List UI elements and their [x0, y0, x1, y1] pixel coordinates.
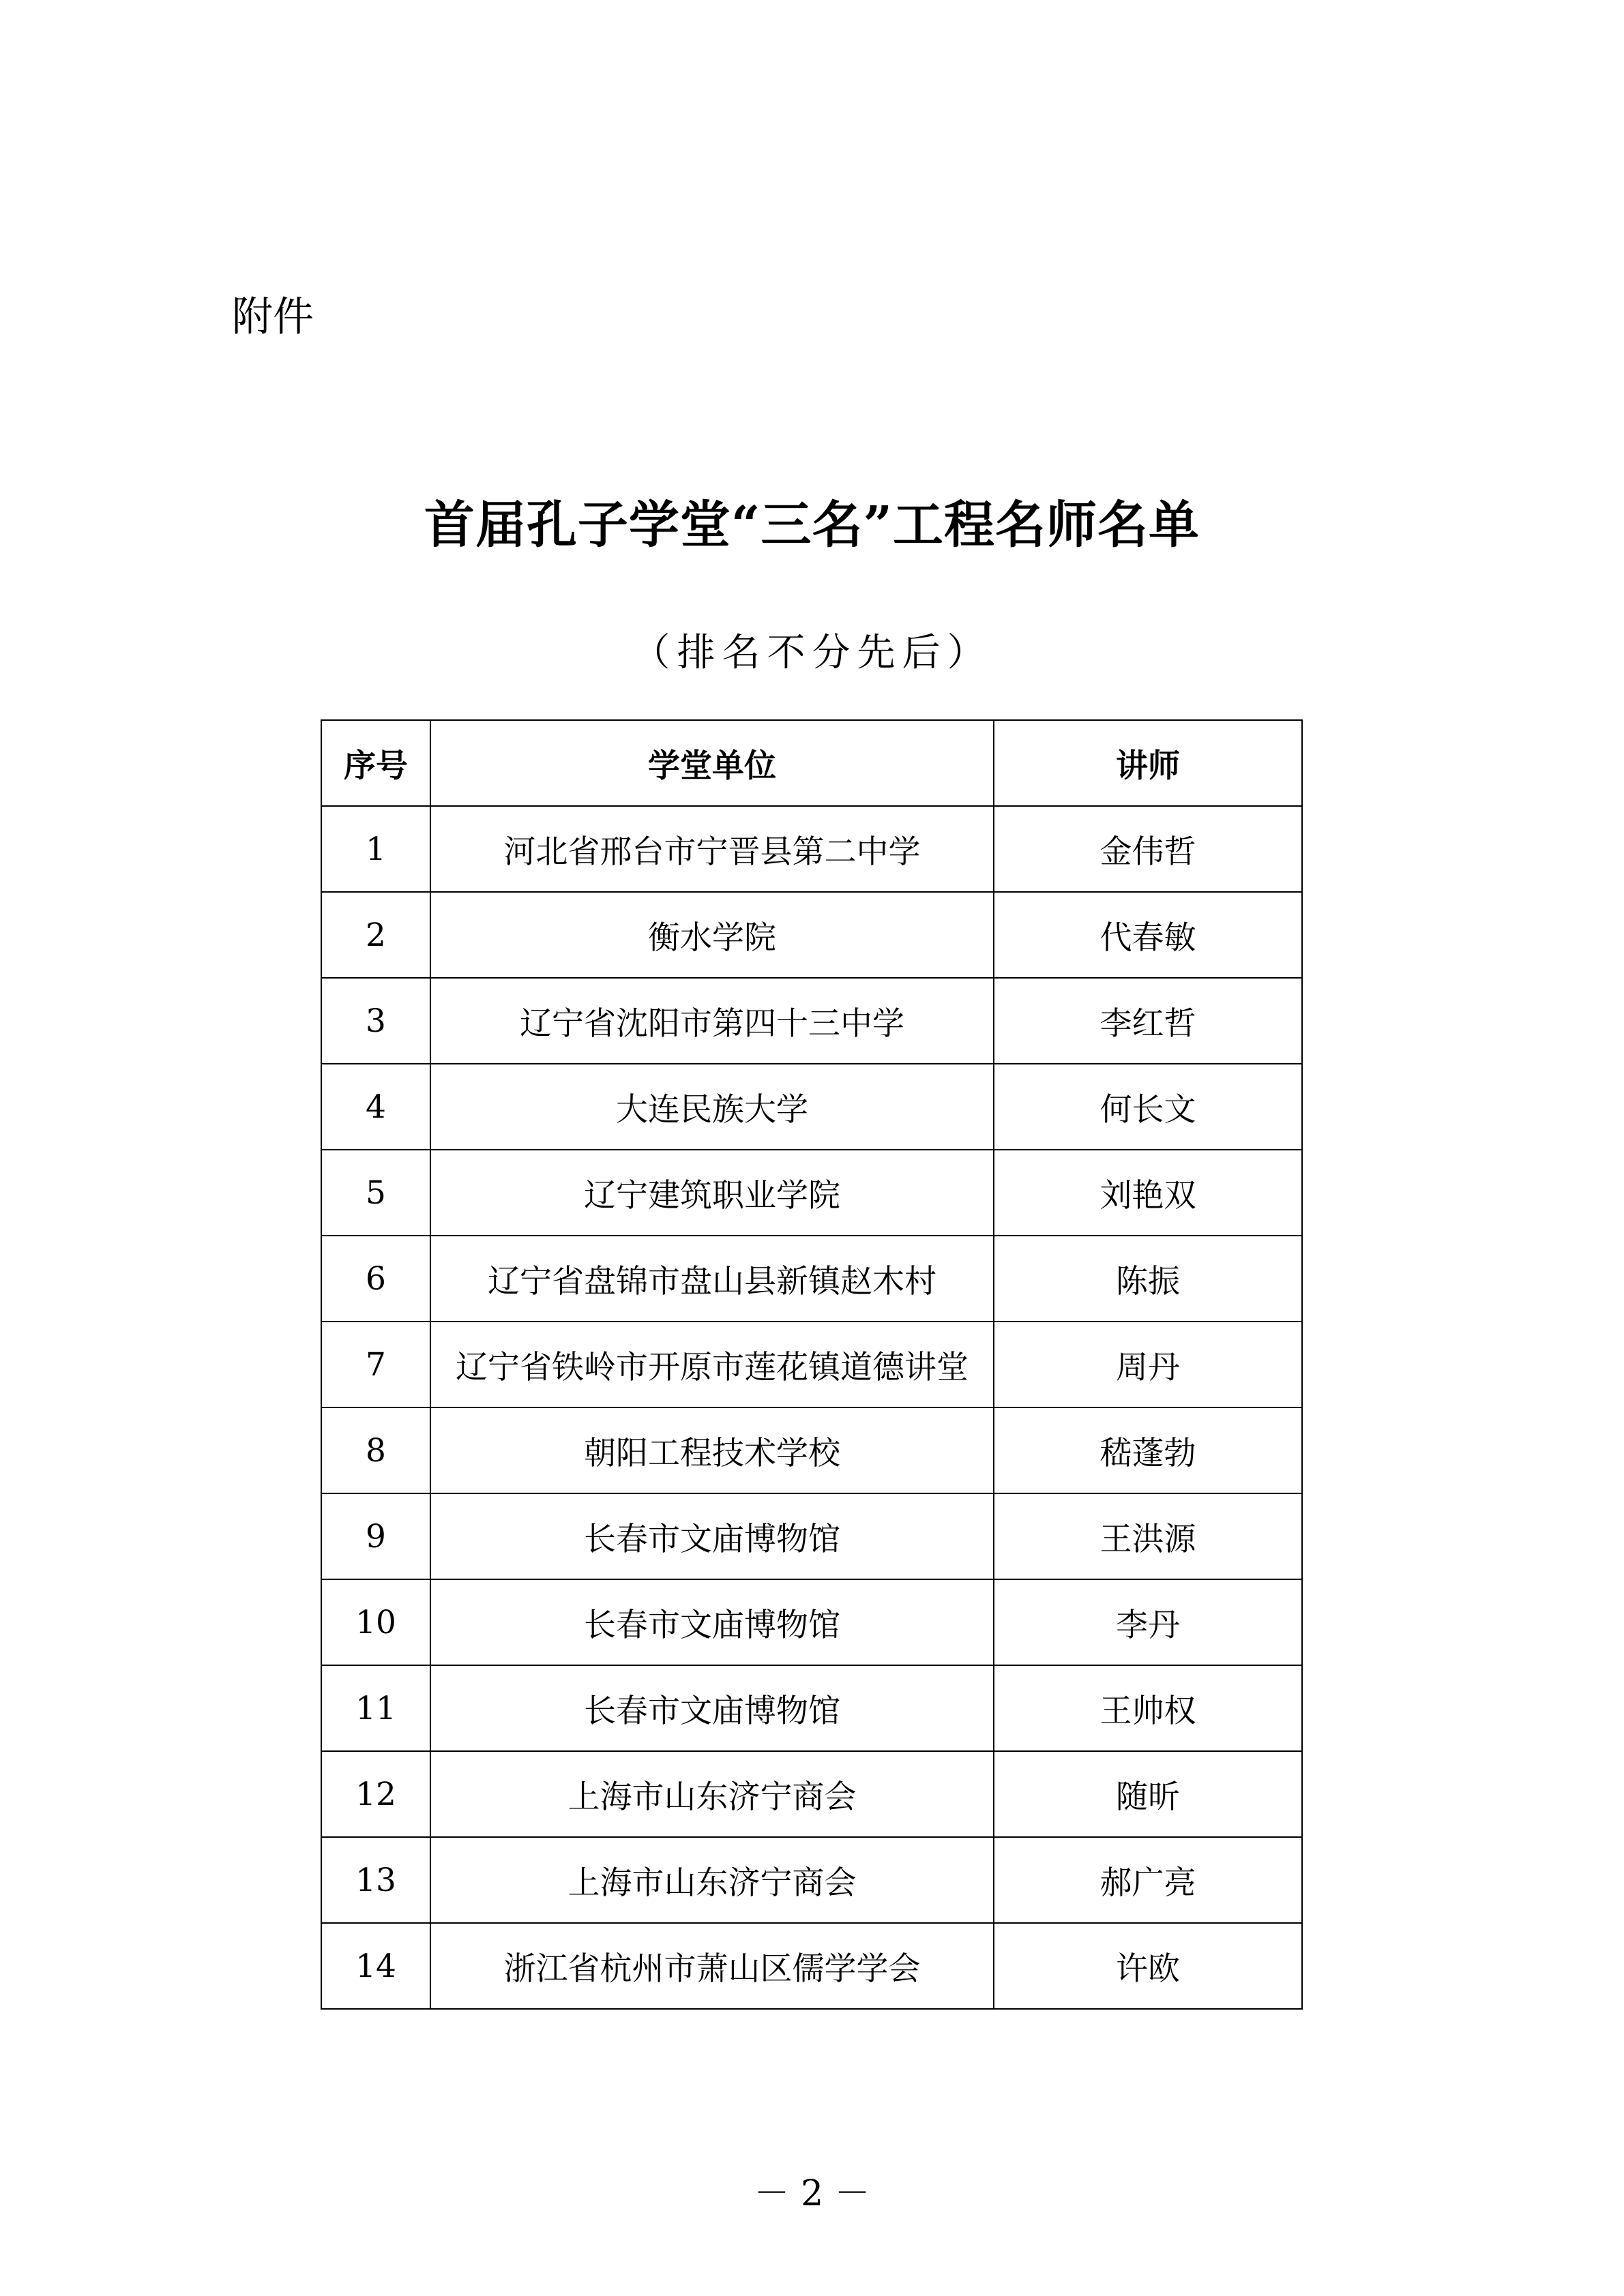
row-lecturer: 周丹 — [994, 1322, 1302, 1407]
row-lecturer: 李红哲 — [994, 978, 1302, 1064]
row-lecturer: 嵇蓬勃 — [994, 1407, 1302, 1493]
table-row — [321, 1837, 1302, 1923]
row-lecturer: 李丹 — [994, 1579, 1302, 1665]
row-index: 7 — [321, 1322, 430, 1407]
row-unit: 长春市文庙博物馆 — [430, 1493, 994, 1579]
row-lecturer: 刘艳双 — [994, 1150, 1302, 1236]
table-row — [321, 892, 1302, 978]
table-row — [321, 1493, 1302, 1579]
document-title: 首届孔子学堂“三名”工程名师名单 — [424, 496, 1200, 554]
row-unit: 长春市文庙博物馆 — [430, 1579, 994, 1665]
row-index: 2 — [321, 892, 430, 978]
row-index: 11 — [321, 1665, 430, 1751]
row-lecturer: 王帅权 — [994, 1665, 1302, 1751]
table-row — [321, 1322, 1302, 1407]
row-index: 1 — [321, 806, 430, 892]
table-row — [321, 1579, 1302, 1665]
row-unit: 上海市山东济宁商会 — [430, 1837, 994, 1923]
header-index: 序号 — [321, 720, 430, 806]
attachment-label: 附件 — [232, 293, 314, 341]
page-number: － 2 － — [754, 2173, 870, 2214]
row-index: 4 — [321, 1064, 430, 1150]
header-lecturer: 讲师 — [994, 720, 1302, 806]
row-index: 14 — [321, 1923, 430, 2009]
table-row — [321, 978, 1302, 1064]
row-index: 6 — [321, 1236, 430, 1322]
row-unit: 辽宁省沈阳市第四十三中学 — [430, 978, 994, 1064]
table-row — [321, 1150, 1302, 1236]
teacher-roster-table — [321, 719, 1303, 2010]
row-unit: 浙江省杭州市萧山区儒学学会 — [430, 1923, 994, 2009]
row-lecturer: 何长文 — [994, 1064, 1302, 1150]
table-row — [321, 1665, 1302, 1751]
row-unit: 河北省邢台市宁晋县第二中学 — [430, 806, 994, 892]
row-lecturer: 许欧 — [994, 1923, 1302, 2009]
row-lecturer: 随昕 — [994, 1751, 1302, 1837]
document-subtitle: （排名不分先后） — [632, 631, 992, 675]
row-lecturer: 代春敏 — [994, 892, 1302, 978]
table-row — [321, 806, 1302, 892]
row-unit: 辽宁建筑职业学院 — [430, 1150, 994, 1236]
header-unit: 学堂单位 — [430, 720, 994, 806]
row-unit: 大连民族大学 — [430, 1064, 994, 1150]
row-index: 5 — [321, 1150, 430, 1236]
row-index: 10 — [321, 1579, 430, 1665]
row-lecturer: 陈振 — [994, 1236, 1302, 1322]
table-row — [321, 1236, 1302, 1322]
table-header-row — [321, 720, 1302, 806]
table-row — [321, 1923, 1302, 2009]
row-unit: 衡水学院 — [430, 892, 994, 978]
table-row — [321, 1751, 1302, 1837]
row-lecturer: 郝广亮 — [994, 1837, 1302, 1923]
row-lecturer: 金伟哲 — [994, 806, 1302, 892]
row-unit: 长春市文庙博物馆 — [430, 1665, 994, 1751]
row-index: 3 — [321, 978, 430, 1064]
row-index: 8 — [321, 1407, 430, 1493]
row-index: 9 — [321, 1493, 430, 1579]
row-index: 12 — [321, 1751, 430, 1837]
row-unit: 上海市山东济宁商会 — [430, 1751, 994, 1837]
table-row — [321, 1064, 1302, 1150]
row-unit: 朝阳工程技术学校 — [430, 1407, 994, 1493]
row-unit: 辽宁省铁岭市开原市莲花镇道德讲堂 — [430, 1322, 994, 1407]
row-index: 13 — [321, 1837, 430, 1923]
table-row — [321, 1407, 1302, 1493]
row-lecturer: 王洪源 — [994, 1493, 1302, 1579]
row-unit: 辽宁省盘锦市盘山县新镇赵木村 — [430, 1236, 994, 1322]
